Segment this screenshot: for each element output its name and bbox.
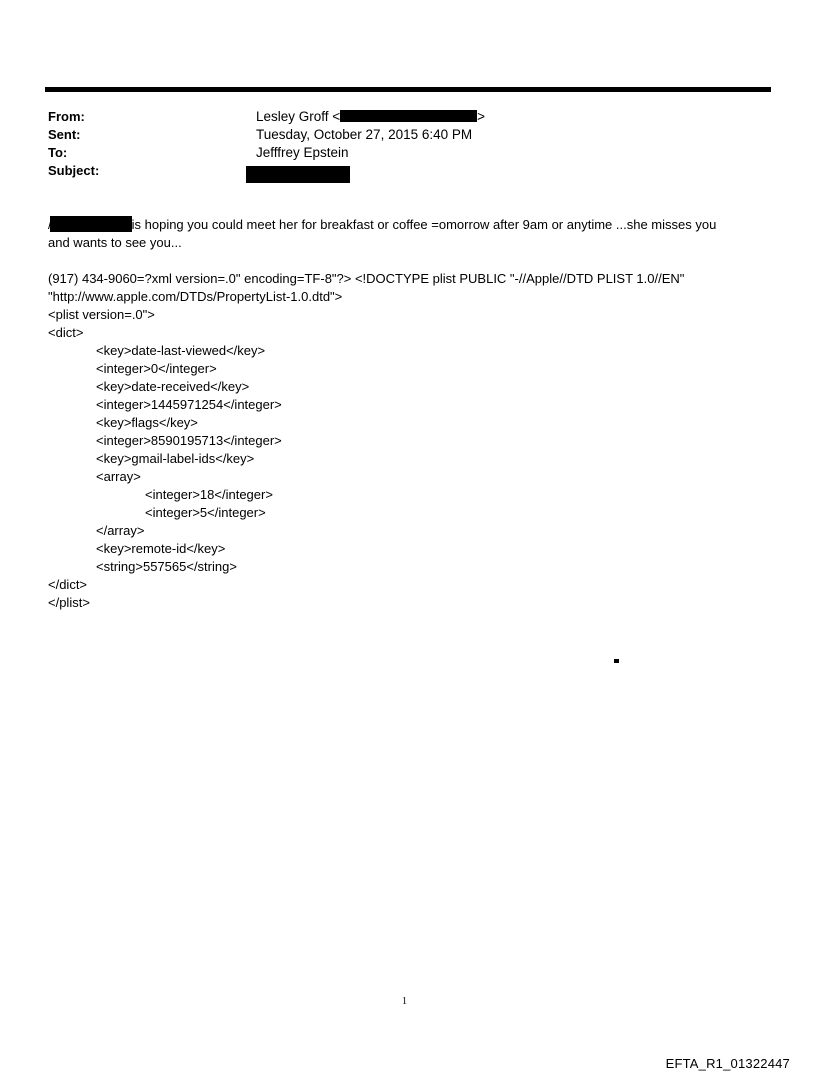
xml-line: </dict> [48, 577, 88, 592]
xml-line: <key>date-last-viewed</key> [96, 343, 266, 358]
xml-line: <key>flags</key> [96, 415, 198, 430]
from-label: From: [48, 109, 85, 124]
xml-line: <integer>1445971254</integer> [96, 397, 282, 412]
xml-line: <key>date-received</key> [96, 379, 250, 394]
subject-label: Subject: [48, 163, 100, 178]
header-rule [45, 87, 771, 92]
from-value [256, 108, 485, 126]
from-name: Lesley Groff < [256, 109, 341, 124]
xml-line: </plist> [48, 595, 90, 610]
body-line-1-text: is hoping you could meet her for breakfast or coffee =omorrow after 9am or anytime ...she misses you [131, 217, 717, 232]
xml-line: <key>remote-id</key> [96, 541, 226, 556]
page-number: 1 [402, 996, 407, 1007]
body-line-1 [48, 216, 716, 234]
body-line-2: and wants to see you... [48, 235, 182, 250]
xml-line: </array> [96, 523, 145, 538]
xml-line: <array> [96, 469, 141, 484]
to-value: Jefffrey Epstein [256, 145, 349, 160]
xml-line: <integer>18</integer> [145, 487, 273, 502]
sent-value: Tuesday, October 27, 2015 6:40 PM [256, 127, 473, 142]
from-email-redaction [340, 110, 477, 122]
xml-line: (917) 434-9060=?xml version=.0" encoding=TF-8"?> <!DOCTYPE plist PUBLIC "-//Apple//DTD PLIST 1.0//EN" [48, 271, 685, 286]
xml-line: <string>557565</string> [96, 559, 237, 574]
xml-line: <integer>5</integer> [145, 505, 266, 520]
name-redaction [50, 216, 132, 232]
xml-line: <key>gmail-label-ids</key> [96, 451, 255, 466]
to-label: To: [48, 145, 68, 160]
bates-number: EFTA_R1_01322447 [665, 1056, 790, 1071]
xml-line: <integer>8590195713</integer> [96, 433, 282, 448]
xml-line: <integer>0</integer> [96, 361, 217, 376]
subject-redaction [246, 166, 350, 183]
xml-line: <plist version=.0"> [48, 307, 155, 322]
xml-line: <dict> [48, 325, 84, 340]
scan-mark [614, 659, 619, 663]
xml-line: "http://www.apple.com/DTDs/PropertyList-1.0.dtd"> [48, 289, 343, 304]
from-close: > [477, 109, 486, 124]
sent-label: Sent: [48, 127, 81, 142]
